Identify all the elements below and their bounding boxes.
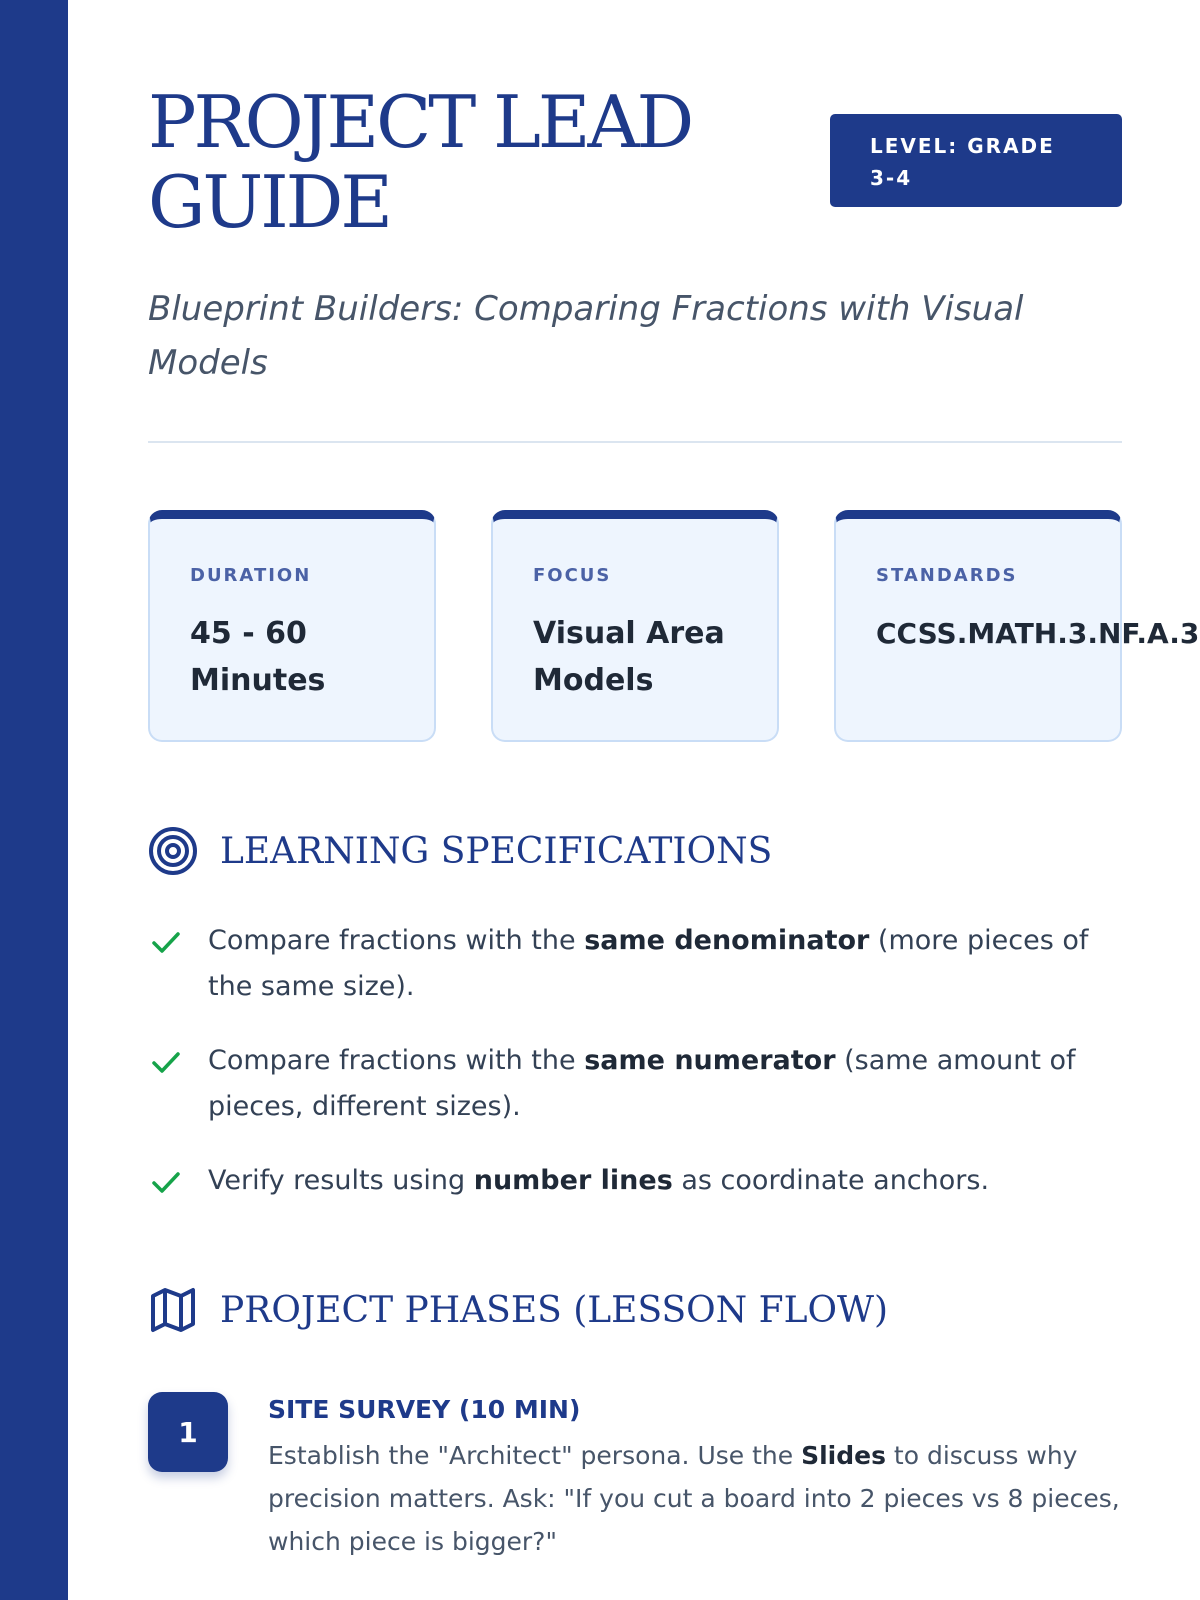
side-accent-bar xyxy=(0,0,68,1600)
duration-value-line1: 45 - 60 xyxy=(190,616,307,651)
duration-label: DURATION xyxy=(190,565,312,586)
focus-value-line2: Models xyxy=(533,663,654,698)
duration-card xyxy=(148,510,436,742)
learning-spec-list xyxy=(148,918,1122,1232)
map-icon xyxy=(148,1285,198,1335)
learning-section-title: LEARNING SPECIFICATIONS xyxy=(220,830,773,872)
check-icon xyxy=(150,926,182,958)
level-badge: LEVEL: GRADE 3-4 xyxy=(830,114,1122,207)
standards-value: CCSS.MATH.3.NF.A.3 xyxy=(876,617,1200,650)
page-subtitle: Blueprint Builders: Comparing Fractions with Visual Models xyxy=(148,289,1024,383)
page-title: PROJECT LEAD GUIDE xyxy=(148,80,692,244)
spec-text: Compare fractions with the same numerator (same amount of pieces, different sizes). xyxy=(208,1045,1076,1122)
standards-label: STANDARDS xyxy=(876,565,1018,586)
learning-section-header xyxy=(148,826,772,876)
spec-text: Compare fractions with the same denominator (more pieces of the same size). xyxy=(208,925,1089,1002)
header-divider xyxy=(148,441,1122,443)
focus-card xyxy=(491,510,779,742)
phase-description: Establish the "Architect" persona. Use the Slides to discuss why precision matters. Ask: "If you cut a board into 2 pieces vs 8 pieces, which piece is bigger?" xyxy=(268,1441,1120,1556)
list-item xyxy=(148,1158,1122,1204)
phase-body xyxy=(268,1392,1122,1563)
target-icon xyxy=(148,826,198,876)
check-icon xyxy=(150,1046,182,1078)
list-item xyxy=(148,918,1122,1010)
standards-card xyxy=(834,510,1200,742)
phase-number-badge: 1 xyxy=(148,1392,228,1472)
list-item xyxy=(148,1038,1122,1130)
phases-section-title: PROJECT PHASES (LESSON FLOW) xyxy=(220,1289,889,1331)
duration-value-line2: Minutes xyxy=(190,663,326,698)
spec-text: Verify results using number lines as coordinate anchors. xyxy=(208,1165,990,1196)
focus-label: FOCUS xyxy=(533,565,612,586)
focus-value-line1: Visual Area xyxy=(533,616,725,651)
phase-title: SITE SURVEY (10 MIN) xyxy=(268,1395,581,1424)
check-icon xyxy=(150,1166,182,1198)
phases-section-header xyxy=(148,1285,888,1335)
